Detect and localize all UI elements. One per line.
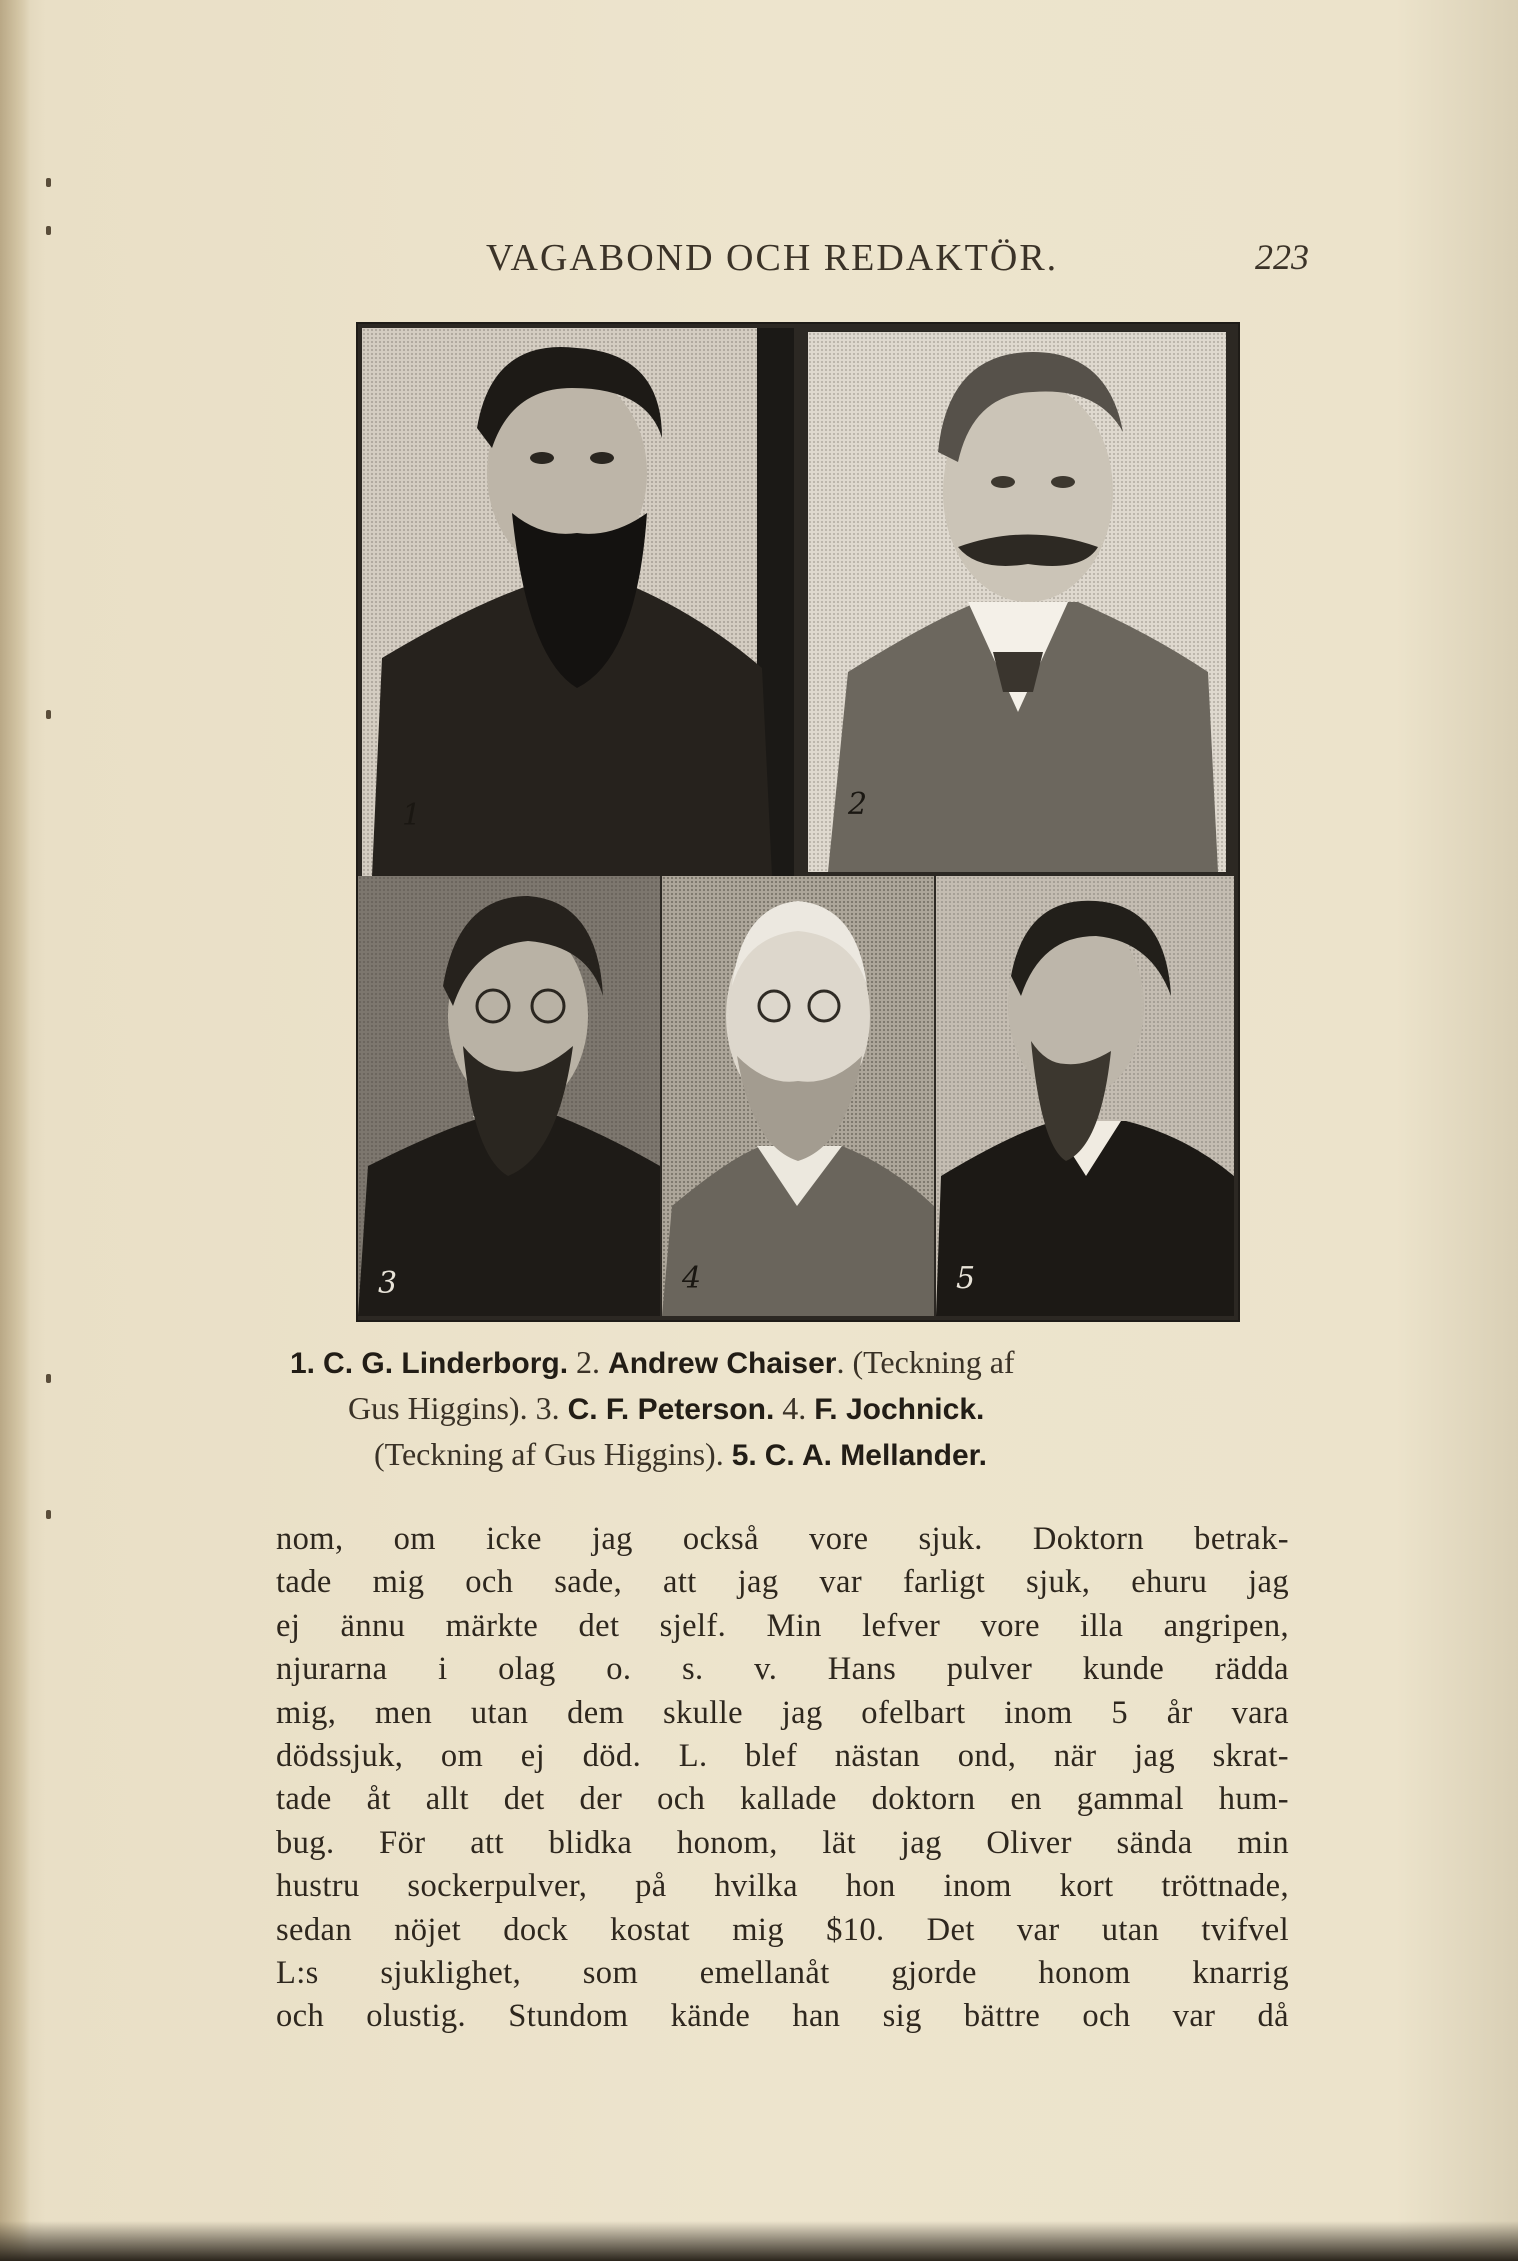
body-line: dödssjuk, om ej död. L. blef nästan ond, när jag skrat- [276,1737,1289,1774]
caption-name-chaiser: Andrew Chaiser [608,1347,837,1380]
caption-note-2: Gus Higgins). [348,1390,528,1426]
body-line: och olustig. Stundom kände han sig bättre och var då [276,1998,1289,2035]
caption-name-linderborg: C. G. Linderborg. [323,1347,569,1380]
binding-hole [46,178,51,187]
caption-number-4: 4. [782,1390,807,1426]
portrait-3-image [358,876,660,1316]
caption-note-3: (Teckning af Gus Higgins). [374,1436,724,1472]
portrait-2-drawing [808,332,1226,872]
caption-name-peterson: C. F. Peterson. [567,1393,775,1426]
binding-hole [46,1510,51,1519]
binding-hole [46,1374,51,1383]
body-line: hustru sockerpulver, på hvilka hon inom kort tröttnade, [276,1868,1289,1905]
body-line: nom, om icke jag också vore sjuk. Doktorn betrak- [276,1521,1289,1557]
portrait-3-drawing [358,876,660,1316]
portrait-3-number: 3 [378,1266,398,1301]
page-bottom-shadow [0,2221,1518,2261]
caption-number-2: 2. [576,1344,601,1380]
body-line: mig, men utan dem skulle jag ofelbart inom 5 år vara [276,1694,1289,1731]
portrait-4-drawing [662,876,934,1316]
portrait-5-drawing [936,876,1234,1316]
portrait-1-image [362,328,794,876]
portrait-1-drawing [362,328,794,876]
binding-edge [0,0,30,2261]
body-line: tade åt allt det der och kallade doktorn en gammal hum- [276,1781,1289,1818]
body-line: L:s sjuklighet, som emellanåt gjorde honom knarrig [276,1954,1289,1991]
portrait-plate [356,322,1240,1322]
caption-line-1 [290,1340,1230,1386]
body-line: sedan nöjet dock kostat mig $10. Det var utan tvifvel [276,1911,1289,1948]
running-head: VAGABOND OCH REDAKTÖR. [486,237,1059,279]
binding-hole [46,710,51,719]
binding-hole [46,226,51,235]
portrait-5-image [936,876,1234,1316]
plate-caption [290,1340,1230,1478]
portrait-4-number: 4 [682,1261,702,1296]
caption-name-jochnick: F. Jochnick. [814,1393,985,1426]
portrait-2-image [808,332,1226,872]
body-line: ej ännu märkte det sjelf. Min lefver vore illa angripen, [276,1607,1289,1644]
body-paragraph [276,1518,1289,2039]
caption-line-2 [290,1386,1230,1432]
body-line: bug. För att blidka honom, lät jag Oliver sända min [276,1824,1289,1861]
portrait-1-number: 1 [402,798,422,833]
caption-name-mellander: C. A. Mellander. [764,1439,987,1472]
portrait-5-number: 5 [956,1261,976,1296]
caption-number-1: 1. [290,1347,316,1380]
caption-line-3 [290,1432,1230,1478]
page-number: 223 [1255,237,1309,277]
body-line: tade mig och sade, att jag var farligt sjuk, ehuru jag [276,1564,1289,1601]
portrait-4-image [662,876,934,1316]
body-line: njurarna i olag o. s. v. Hans pulver kunde rädda [276,1651,1289,1688]
caption-number-5: 5. [731,1439,757,1472]
caption-note-1: . (Teckning af [836,1344,1015,1380]
caption-number-3: 3. [535,1390,560,1426]
portrait-2-number: 2 [848,787,868,822]
